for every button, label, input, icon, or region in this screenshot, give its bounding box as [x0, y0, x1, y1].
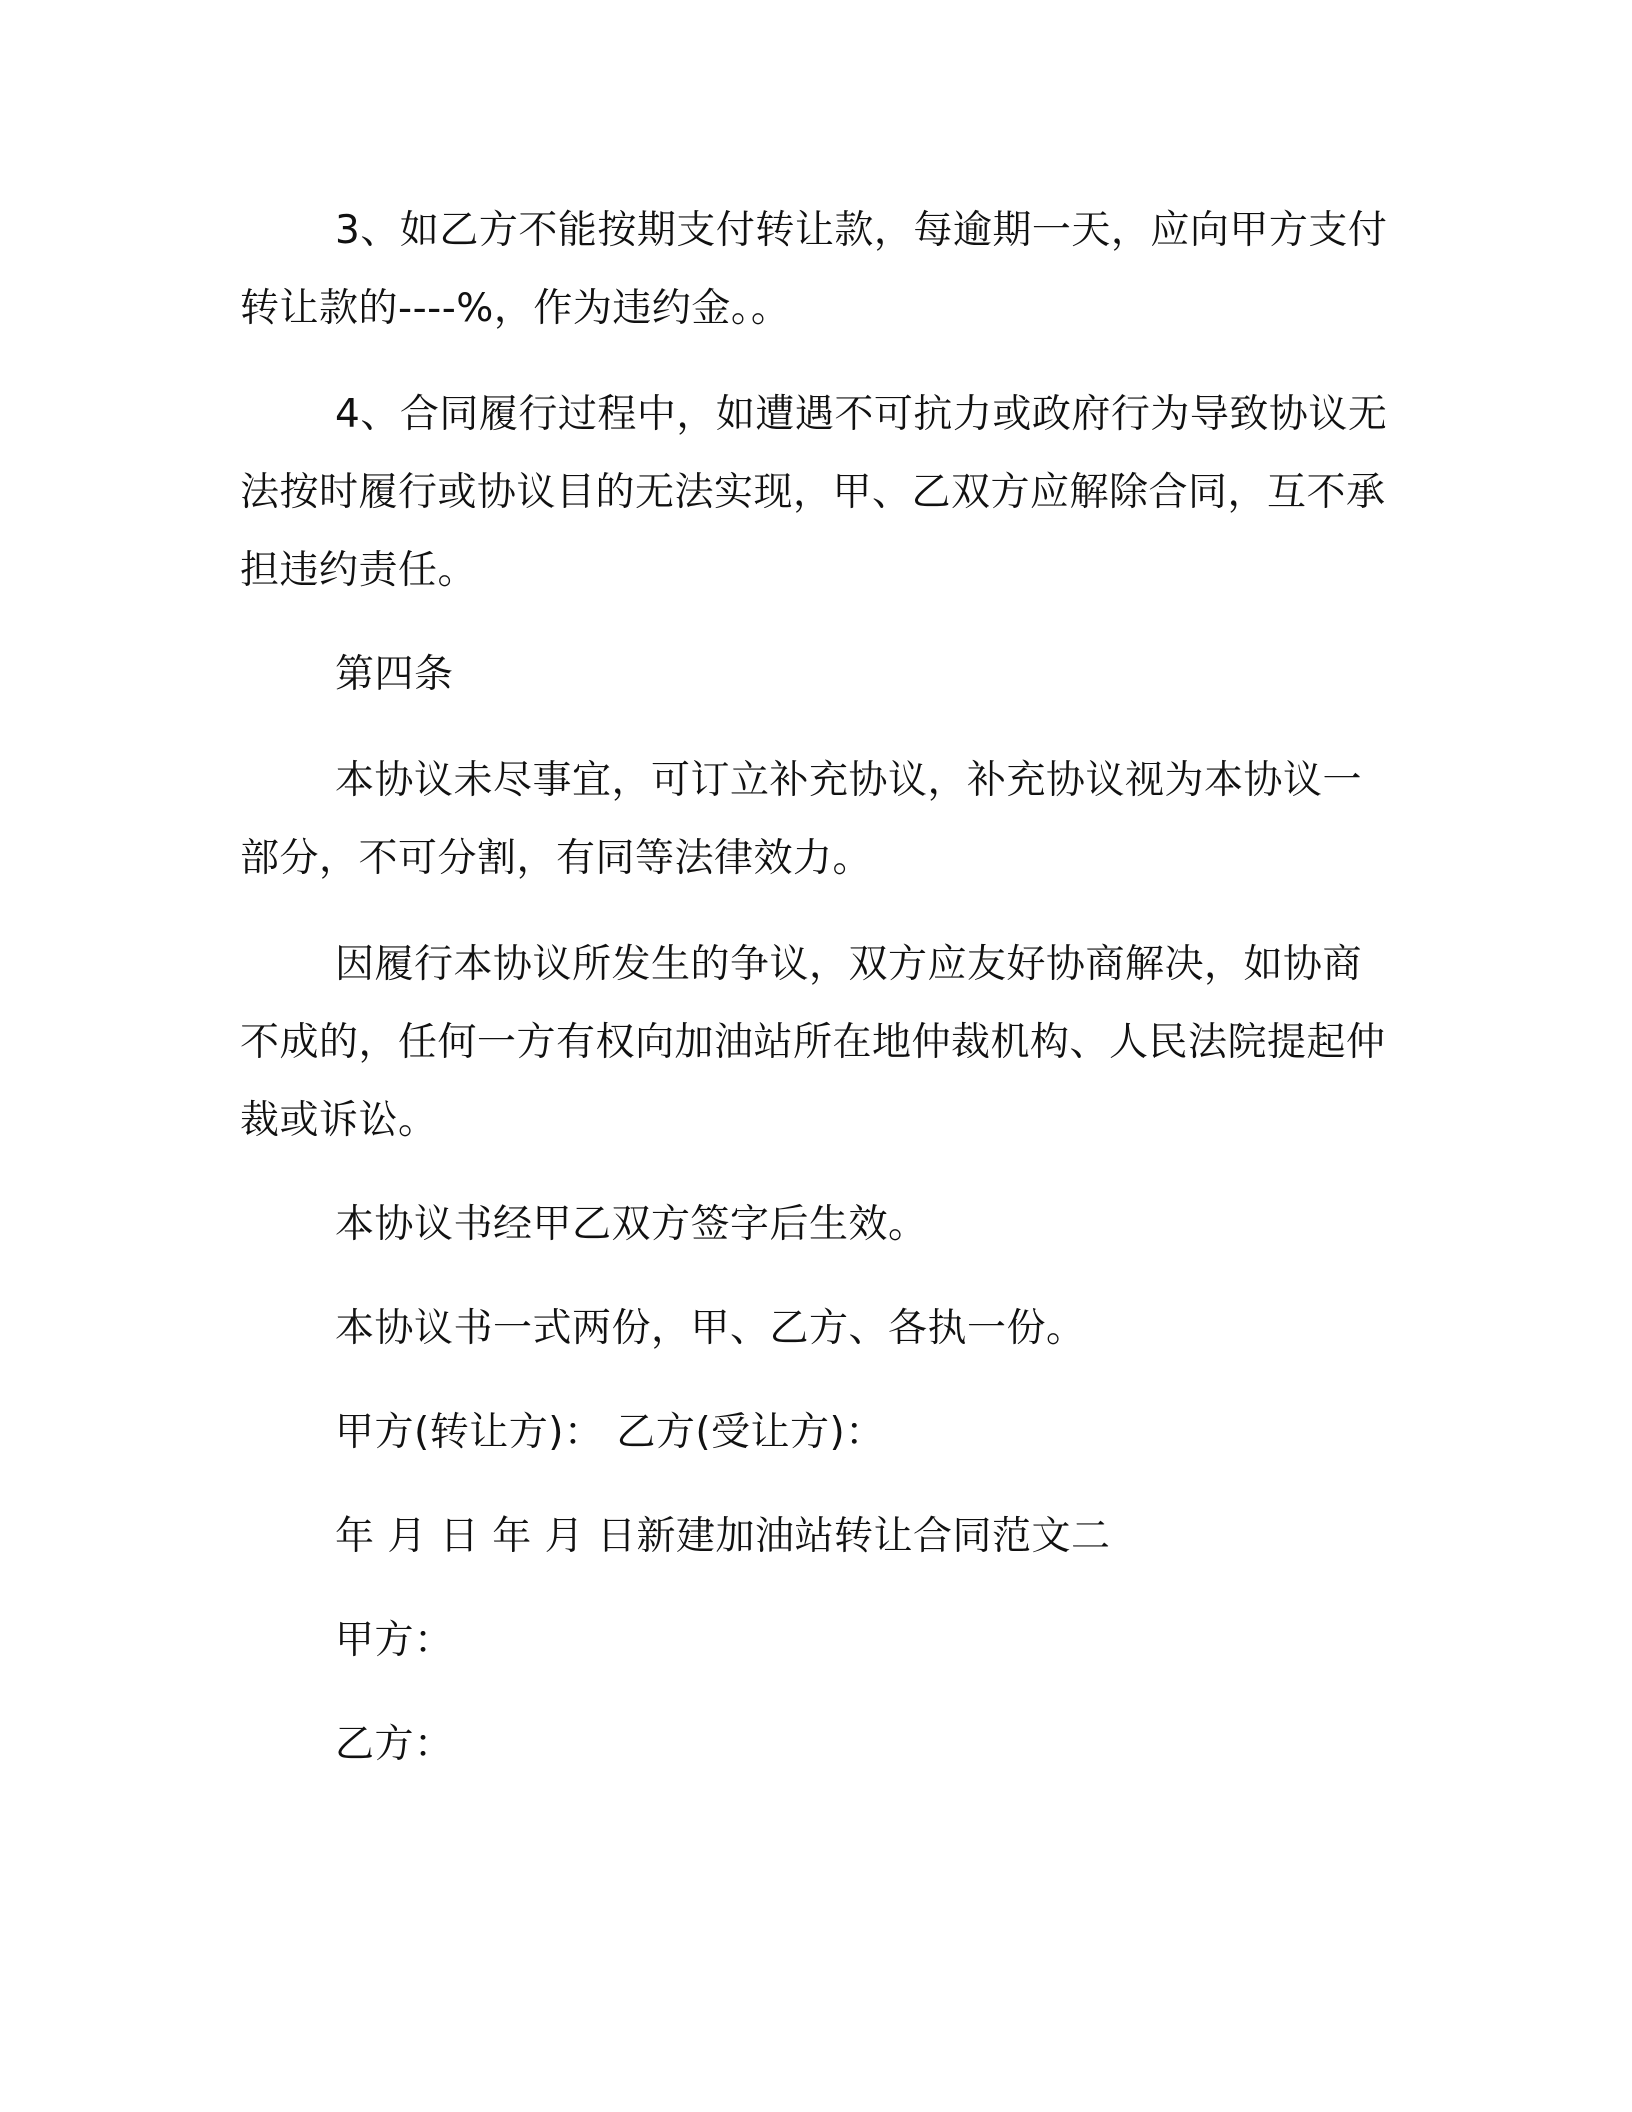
dispute-resolution-paragraph: 因履行本协议所发生的争议，双方应友好协商解决，如协商不成的，任何一方有权向加油站所在地仲裁机构、人民法院提起仲裁或诉讼。: [240, 942, 1386, 1143]
document-body: [240, 192, 1400, 1812]
date-title-line: 年 月 日 年 月 日新建加油站转让合同范文二: [335, 1514, 1111, 1559]
article-four-heading: 第四条: [335, 652, 454, 697]
supplementary-agreement-paragraph: 本协议未尽事宜，可订立补充协议，补充协议视为本协议一部分，不可分割，有同等法律效力。: [240, 758, 1363, 881]
effective-paragraph: 本协议书经甲乙双方签字后生效。: [335, 1202, 928, 1247]
signature-parties-line: 甲方(转让方)： 乙方(受让方)：: [335, 1410, 885, 1455]
party-a-line: 甲方：: [335, 1618, 454, 1663]
party-b-line: 乙方：: [335, 1722, 454, 1767]
copies-paragraph: 本协议书一式两份，甲、乙方、各执一份。: [335, 1306, 1086, 1351]
clause-3-paragraph: 3、如乙方不能按期支付转让款，每逾期一天，应向甲方支付转让款的----%，作为违约金。。: [240, 208, 1388, 331]
clause-4-paragraph: 4、合同履行过程中，如遭遇不可抗力或政府行为导致协议无法按时履行或协议目的无法实现，甲、乙双方应解除合同，互不承担违约责任。: [240, 392, 1388, 593]
